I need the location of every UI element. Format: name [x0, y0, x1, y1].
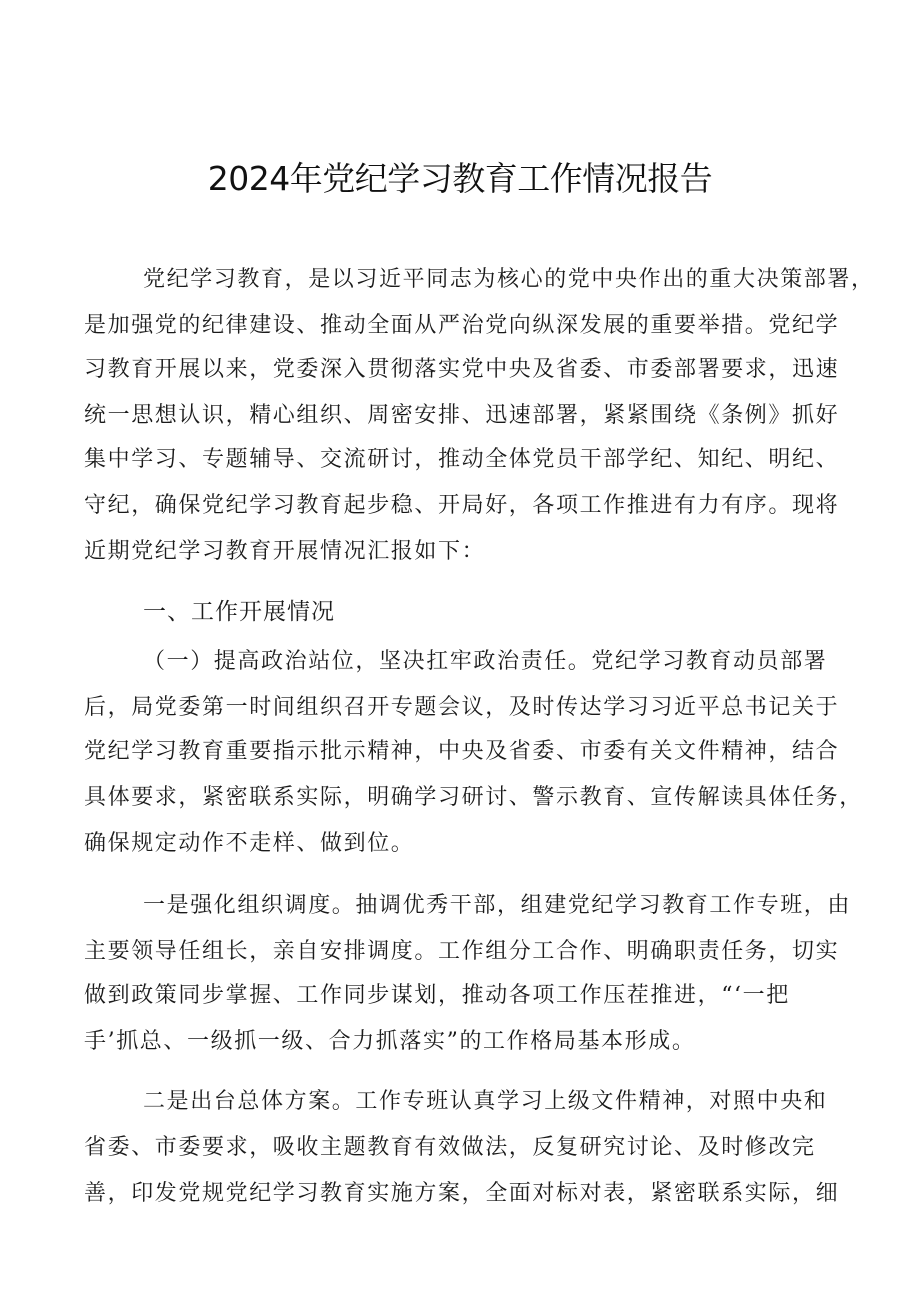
paragraph-line: 省委、市委要求，吸收主题教育有效做法，反复研究讨论、及时修改完	[84, 1135, 816, 1160]
paragraph-line: 近期党纪学习教育开展情况汇报如下：	[84, 539, 486, 564]
section-heading: 一、工作开展情况	[143, 599, 335, 625]
paragraph-line: 统一思想认识，精心组织、周密安排、迅速部署，紧紧围绕《条例》抓好	[84, 403, 840, 428]
paragraph-line: 确保规定动作不走样、做到位。	[84, 831, 415, 856]
paragraph-line: 做到政策同步掌握、工作同步谋划，推动各项工作压茬推进，“‘一把	[84, 983, 790, 1008]
paragraph-line: 习教育开展以来，党委深入贯彻落实党中央及省委、市委部署要求，迅速	[84, 357, 840, 382]
document-title: 2024年党纪学习教育工作情况报告	[207, 159, 713, 198]
paragraph-line: 集中学习、专题辅导、交流研讨，推动全体党员干部学纪、知纪、明纪、	[84, 447, 840, 472]
paragraph-line: 是加强党的纪律建设、推动全面从严治党向纵深发展的重要举措。党纪学	[84, 313, 840, 338]
paragraph-line: 党纪学习教育，是以习近平同志为核心的党中央作出的重大决策部署，	[143, 267, 875, 292]
paragraph-line: 守纪，确保党纪学习教育起步稳、开局好，各项工作推进有力有序。现将	[84, 493, 840, 518]
paragraph-line: 主要领导任组长，亲自安排调度。工作组分工合作、明确职责任务，切实	[84, 939, 840, 964]
paragraph-line: 具体要求，紧密联系实际，明确学习研讨、警示教育、宣传解读具体任务，	[84, 785, 863, 810]
paragraph-line: 手’抓总、一级抓一级、合力抓落实”的工作格局基本形成。	[84, 1029, 696, 1054]
paragraph-line: 党纪学习教育重要指示批示精神，中央及省委、市委有关文件精神，结合	[84, 739, 840, 764]
paragraph-line: 善，印发党规党纪学习教育实施方案，全面对标对表，紧密联系实际，细	[84, 1181, 840, 1206]
paragraph-line: 二是出台总体方案。工作专班认真学习上级文件精神，对照中央和	[143, 1089, 828, 1114]
paragraph-line: 后，局党委第一时间组织召开专题会议，及时传达学习习近平总书记关于	[84, 695, 840, 720]
paragraph-line: （一）提高政治站位，坚决扛牢政治责任。党纪学习教育动员部署	[143, 649, 828, 674]
paragraph-line: 一是强化组织调度。抽调优秀干部，组建党纪学习教育工作专班，由	[143, 893, 852, 918]
